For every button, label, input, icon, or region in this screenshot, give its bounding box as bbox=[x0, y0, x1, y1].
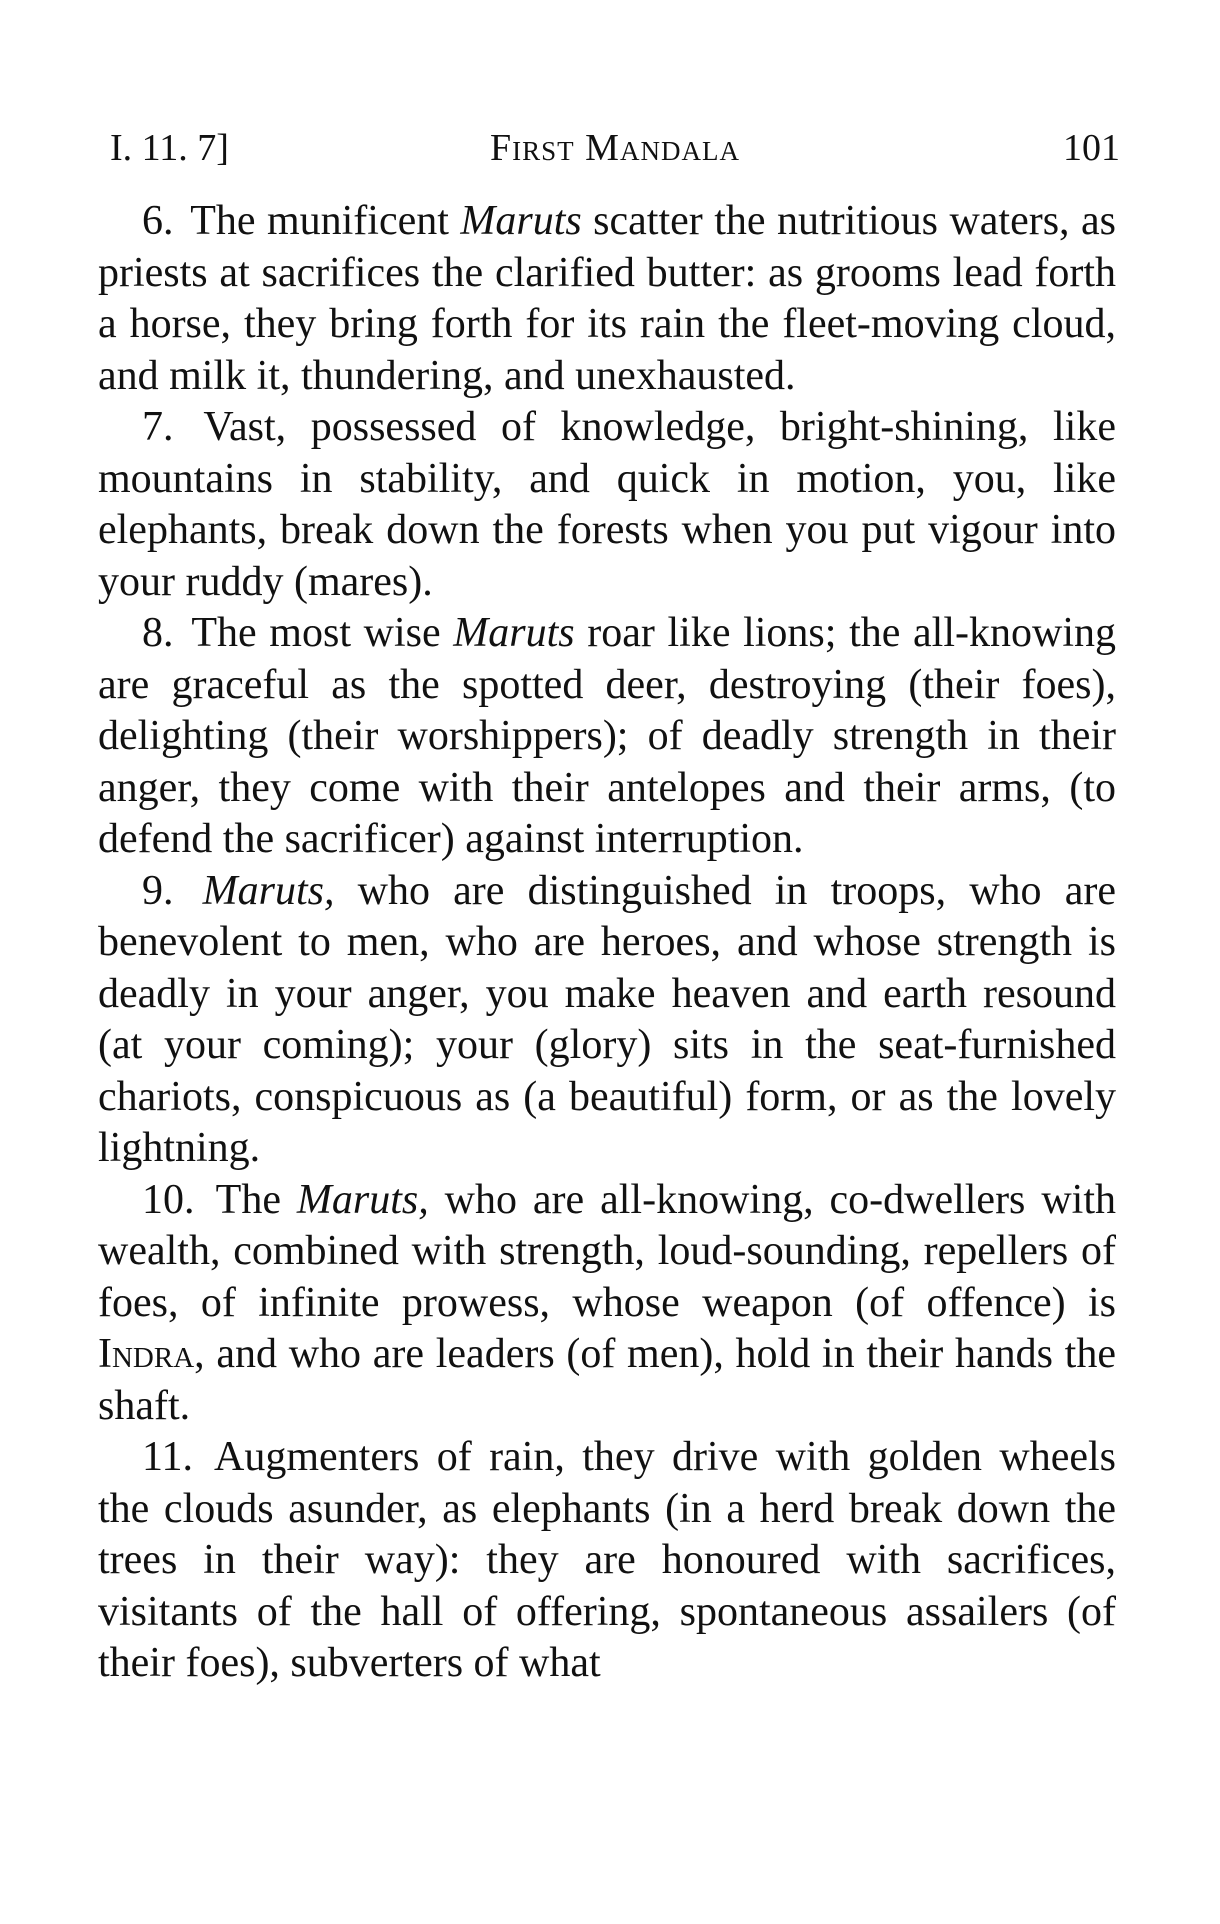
verse-number: 6. bbox=[142, 198, 174, 244]
verse-10 bbox=[98, 1175, 1116, 1433]
verse-text-segment: The most wise bbox=[191, 610, 454, 656]
verse-number: 8. bbox=[142, 610, 174, 656]
verse-6 bbox=[98, 196, 1116, 402]
verse-text-smallcaps: Indra bbox=[98, 1331, 195, 1377]
verse-text-segment: who are distinguished in troops, who are benevolent to men, who are heroes, and whose strength is deadly in your anger, you make heaven and earth resound (at your coming); your (glory) sits in the seat-furnished chariots, conspicuous as (a beautiful) form, or as the lovely lightning. bbox=[98, 867, 1116, 1171]
verse-number: 7. bbox=[142, 404, 174, 450]
verse-text-segment: scatter the nutritious waters, as priests at sacrifices the clarified butter: as grooms lead forth a horse, they bring forth for its rain the fleet-moving cloud, and milk it, thundering, and unexhausted. bbox=[98, 198, 1116, 399]
verse-8 bbox=[98, 608, 1116, 866]
verse-text-segment: who are all-knowing, co-dwellers with wealth, combined with strength, loud-sounding, repellers of foes, of infinite prowess, whose weapon (of offence) is bbox=[98, 1176, 1116, 1326]
page-number: 101 bbox=[1063, 127, 1120, 169]
verse-11 bbox=[98, 1432, 1116, 1690]
verse-text-segment: , and who are leaders (of men), hold in their hands the shaft. bbox=[98, 1331, 1116, 1429]
verse-text-segment: roar like lions; the all-knowing are graceful as the spotted deer, destroying (their foes), delighting (their worshippers); of deadly strength in their anger, they come with their antelopes and their arms, (to defend the sacrificer) against interruption. bbox=[98, 610, 1116, 862]
running-header bbox=[110, 118, 1120, 178]
verse-list bbox=[98, 196, 1116, 1690]
verse-text-segment: The munificent bbox=[190, 198, 461, 244]
verse-number: 11. bbox=[142, 1434, 193, 1480]
verse-number: 10. bbox=[142, 1176, 195, 1223]
verse-7 bbox=[98, 402, 1116, 608]
verse-text-segment: Vast, possessed of knowledge, bright-shining, like mountains in stability, and quick in motion, you, like elephants, break down the forests when you put vigour into your ruddy (mares). bbox=[98, 404, 1116, 605]
section-reference: I. 11. 7] bbox=[110, 127, 229, 169]
verse-text-italic: Maruts, bbox=[296, 1176, 429, 1223]
verse-text-segment: Augmenters of rain, they drive with golden wheels the clouds asunder, as elephants (in a herd break down the trees in their way): they are honoured with sacrifices, visitants of the hall of offering, spontaneous assailers (of their foes), subverters of what bbox=[98, 1434, 1117, 1686]
verse-text-italic: Maruts bbox=[460, 198, 582, 244]
verse-number: 9. bbox=[142, 867, 174, 914]
verse-9 bbox=[98, 866, 1116, 1175]
verse-text-italic: Maruts bbox=[453, 610, 575, 656]
running-title: First Mandala bbox=[490, 127, 740, 169]
verse-text-italic: Maruts, bbox=[202, 867, 335, 914]
verse-text-segment: The bbox=[215, 1176, 297, 1223]
